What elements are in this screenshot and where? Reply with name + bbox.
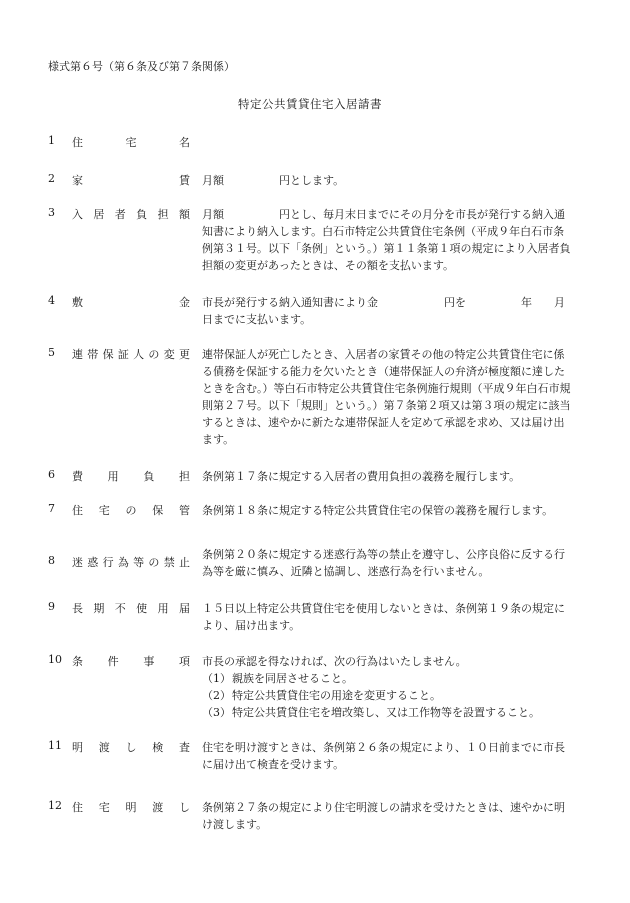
label-char: 止 — [178, 556, 190, 569]
label-char: 保 — [152, 504, 164, 517]
row-number: 12 — [48, 799, 62, 812]
label-char: 惑 — [87, 556, 99, 569]
row-number: 7 — [48, 502, 55, 515]
label-char: 明 — [72, 741, 83, 754]
row-content: 条例第２７条の規定により住宅明渡しの請求を受けたときは、速やかに明け渡します。 — [202, 801, 565, 831]
row-label — [72, 600, 190, 616]
list-item-mark: （1） — [202, 672, 231, 685]
list-item-mark: （2） — [202, 689, 231, 702]
label-char: 長 — [72, 602, 83, 615]
row-content: 月額 円とします。 — [202, 174, 345, 187]
label-char: 更 — [178, 348, 190, 361]
row-number: 5 — [48, 346, 55, 359]
label-char: 敷 — [72, 296, 83, 309]
row-number: 8 — [48, 554, 55, 567]
conditions-list — [202, 670, 574, 721]
row-label — [72, 134, 190, 150]
row-content: 条例第２０条に規定する迷惑行為等の禁止を遵守し、公序良俗に反する行為等を厳に慎み、近隣と協調し、迷惑行為を行いません。 — [202, 548, 565, 578]
row-content: 条例第１８条に規定する特定公共賃貸住宅の保管の義務を履行します。 — [202, 504, 554, 517]
row-label — [72, 799, 190, 815]
label-char: 家 — [72, 174, 83, 187]
row-label — [72, 653, 190, 669]
label-char: し — [125, 741, 137, 754]
label-char: 為 — [117, 556, 129, 569]
label-char: 居 — [93, 208, 105, 221]
label-char: 人 — [133, 348, 145, 361]
label-char: 件 — [107, 655, 119, 668]
row-label — [72, 554, 190, 570]
label-char: 明 — [125, 801, 137, 814]
label-char: 等 — [133, 556, 145, 569]
label-char: 者 — [114, 208, 126, 221]
label-char: 期 — [93, 602, 105, 615]
list-item — [202, 687, 574, 704]
label-char: 保 — [102, 348, 114, 361]
row-label — [72, 172, 190, 188]
row-number: 11 — [48, 739, 62, 752]
row-number: 4 — [48, 294, 55, 307]
label-char: 用 — [107, 470, 119, 483]
label-char: 禁 — [163, 556, 175, 569]
form-number: 様式第６号（第６条及び第７条関係） — [48, 60, 235, 73]
label-char: 負 — [136, 208, 148, 221]
label-char: 管 — [179, 504, 190, 517]
list-item-text: 特定公共賃貸住宅を増改築し、又は工作物等を設置すること。 — [232, 706, 540, 719]
row-number: 1 — [48, 134, 55, 147]
label-char: 負 — [143, 470, 155, 483]
label-char: 住 — [72, 801, 83, 814]
label-char: 項 — [178, 655, 190, 668]
label-char: 渡 — [98, 741, 110, 754]
label-char: 費 — [72, 470, 83, 483]
label-char: 連 — [72, 348, 83, 361]
row-label — [72, 206, 190, 222]
label-char: 使 — [136, 602, 148, 615]
row-number: 2 — [48, 172, 55, 185]
label-char: 証 — [117, 348, 129, 361]
label-char: 住 — [72, 504, 83, 517]
label-char: 事 — [143, 655, 155, 668]
label-char: 渡 — [152, 801, 164, 814]
list-item — [202, 704, 574, 721]
label-char: 変 — [163, 348, 175, 361]
label-char: 名 — [179, 136, 190, 149]
row-label — [72, 468, 190, 484]
row-number: 10 — [48, 653, 62, 666]
label-char: 不 — [114, 602, 126, 615]
row-label — [72, 294, 190, 310]
label-char: 宅 — [125, 136, 137, 149]
list-item-mark: （3） — [202, 706, 231, 719]
row-number: 3 — [48, 206, 55, 219]
list-item — [202, 670, 574, 687]
label-char: の — [148, 556, 160, 569]
row-content — [202, 653, 574, 721]
label-char: 用 — [157, 602, 169, 615]
label-char: 条 — [72, 655, 83, 668]
row-content: 連帯保証人が死亡したとき、入居者の家賃その他の特定公共賃貸住宅に係る債務を保証する能力を欠いたとき（連帯保証人の弁済が極度額に達したときを含む。）等白石市特定公共賃貸住宅条例施行規則（平成９年白石市規則第２７号。以下「規則」という。）第７条第２項又は第３項の規定に該当するときは、速やかに新たな連帯保証人を定めて承認を求め、又は届け出ます。 — [202, 348, 571, 446]
label-char: 届 — [178, 602, 190, 615]
label-char: 住 — [72, 136, 83, 149]
list-item-text: 親族を同居させること。 — [232, 672, 353, 685]
label-char: 行 — [102, 556, 114, 569]
row-label — [72, 502, 190, 518]
label-char: 賃 — [179, 174, 190, 187]
label-char: 帯 — [87, 348, 99, 361]
row-content: 条例第１７条に規定する入居者の費用負担の義務を履行します。 — [202, 470, 521, 483]
row-content: 住宅を明け渡すときは、条例第２６条の規定により、１０日前までに市長に届け出て検査を受けます。 — [202, 741, 565, 771]
label-char: 検 — [152, 741, 164, 754]
label-char: 宅 — [98, 504, 110, 517]
label-char: 査 — [179, 741, 190, 754]
label-char: 担 — [157, 208, 169, 221]
row-content: 市長が発行する納入通知書により金 円を 年 月 日までに支払います。 — [202, 296, 598, 326]
label-char: 金 — [179, 296, 190, 309]
row-content: 月額 円とし、毎月末日までにその月分を市長が発行する納入通知書により納入します。白石市特定公共賃貸住宅条例（平成９年白石市条例第３１号。以下「条例」という。）第１１条第１項の規定により入居者負担額の変更があったときは、その額を支払います。 — [202, 208, 571, 272]
label-char: 入 — [72, 208, 83, 221]
label-char: の — [125, 504, 137, 517]
label-char: 担 — [178, 470, 190, 483]
row-label — [72, 739, 190, 755]
row-content: １５日以上特定公共賃貸住宅を使用しないときは、条例第１９条の規定により、届け出ます。 — [202, 602, 565, 632]
row-label — [72, 346, 190, 362]
row-number: 6 — [48, 468, 55, 481]
label-char: 宅 — [98, 801, 110, 814]
label-char: の — [148, 348, 160, 361]
row-number: 9 — [48, 600, 55, 613]
conditions-intro: 市長の承認を得なければ、次の行為はいたしません。 — [202, 655, 467, 668]
label-char: 額 — [178, 208, 190, 221]
list-item-text: 特定公共賃貸住宅の用途を変更すること。 — [232, 689, 441, 702]
label-char: 迷 — [72, 556, 83, 569]
document-title: 特定公共賃貸住宅入居請書 — [238, 97, 382, 111]
label-char: し — [179, 801, 190, 814]
